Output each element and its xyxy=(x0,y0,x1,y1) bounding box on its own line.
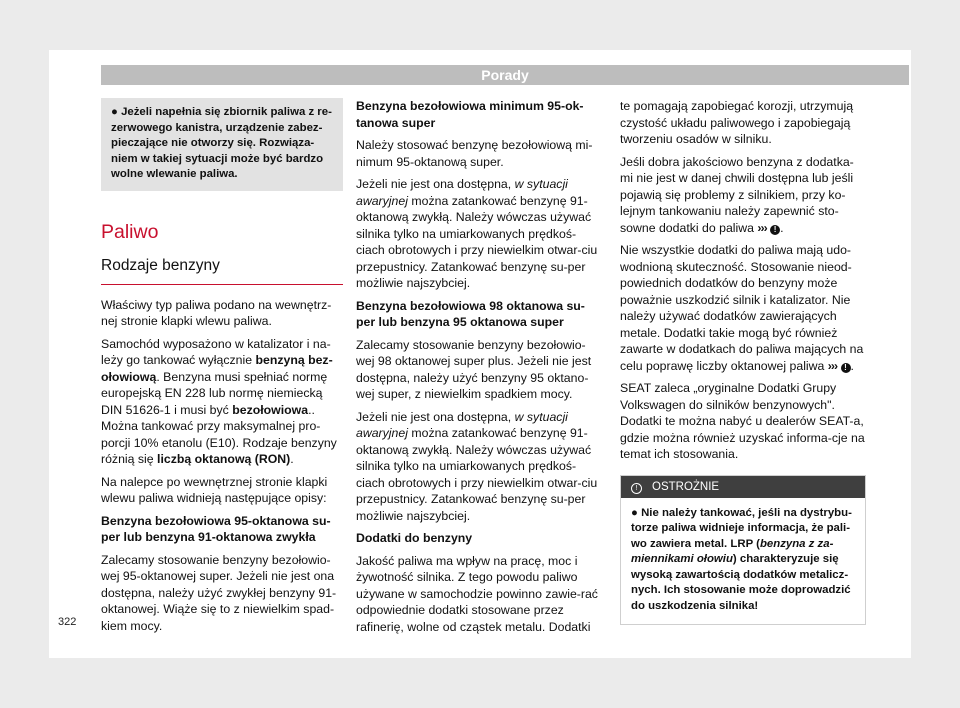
warning-icon: ! xyxy=(770,225,780,235)
paragraph: Należy stosować benzynę bezołowiową mi-nimum 95-oktanową super. xyxy=(356,138,593,169)
page-header: Porady xyxy=(101,65,909,85)
paragraph: Samochód wyposażono w katalizator i na-leży go tankować wyłącznie benzyną bez-ołowiową. Benzyna musi spełniać normę europejską EN 228 lub normę niemiecką DIN 51626-1 i musi być bezołowiowa.. Można tankować przy maksymalnej pro-porcji 10% etanolu (E10). Rodzaje benzyny różnią się liczbą oktanową (RON). xyxy=(101,336,337,466)
paragraph: Jeżeli nie jest ona dostępna, w sytuacji awaryjnej można zatankować benzynę 91-oktanową zwykłą. Należy wówczas używać silnika tylko na umiarkowanych prędkoś-ciach obrotowych i przy niewielkim otwar-ciu przepustnicy. Zatankować benzynę su-per możliwie najszybciej. xyxy=(356,409,598,523)
fuel-type-heading: Benzyna bezołowiowa minimum 95-ok-tanowa super xyxy=(356,99,584,130)
caution-header xyxy=(621,476,865,498)
note-box xyxy=(101,98,343,191)
paragraph: te pomagają zapobiegać korozji, utrzymują czystość układu paliwowego i zapobiegają tworzeniu osadów w silniku. xyxy=(620,99,854,146)
paragraph: Zalecamy stosowanie benzyny bezołowio-wej 95-oktanowej super. Jeżeli nie jest ona dostępna, należy użyć zwykłej benzyny 91-oktanowej. Wiąże się to z niewielkim spad-kiem mocy. xyxy=(101,552,337,633)
column-right xyxy=(620,98,866,625)
reference-arrow-icon[interactable]: ››› xyxy=(757,220,767,235)
caution-box xyxy=(620,475,866,626)
paragraph: Jeżeli nie jest ona dostępna, w sytuacji awaryjnej można zatankować benzynę 91-oktanową zwykłą. Należy wówczas używać silnika tylko na umiarkowanych prędkoś-ciach obrotowych i przy niewielkim otwar-ciu przepustnicy. Zatankować benzynę su-per możliwie najszybciej. xyxy=(356,177,598,290)
column-middle xyxy=(356,98,602,641)
section-title: Paliwo xyxy=(101,220,159,243)
fuel-type-heading: Benzyna bezołowiowa 95-oktanowa su-per lub benzyna 91-oktanowa zwykła xyxy=(101,513,331,544)
page-number: 322 xyxy=(58,616,77,628)
additives-heading: Dodatki do benzyny xyxy=(356,531,473,545)
paragraph: SEAT zaleca „oryginalne Dodatki Grupy Volkswagen do silników benzynowych". Dodatki te można nabyć u dealerów SEAT-a, gdzie można również uzyskać informa-cje na temat ich stosowania. xyxy=(620,381,865,461)
paragraph: Jakość paliwa ma wpływ na pracę, moc i żywotność silnika. Z tego powodu paliwo używane w samochodzie powinno zawie-rać odpowiednie dodatki stosowane przez rafinerię, wolne od cząstek metalu. Dodatki xyxy=(356,553,598,634)
caution-title: OSTROŻNIE xyxy=(652,480,720,493)
column-left xyxy=(101,98,343,640)
warning-icon: ! xyxy=(841,363,851,373)
caution-icon: ! xyxy=(631,483,642,494)
note-text: Jeżeli napełnia się zbiornik paliwa z re-zerwowego kanistra, urządzenie zabez-pieczające nie otworzy się. Rozwiąza-niem w takiej sytuacji może być bardzo wolne wlewanie paliwa. xyxy=(111,106,332,180)
caution-body: ● Nie należy tankować, jeśli na dystrybu-torze paliwa widnieje informacja, że pali-wo zawiera metal. LRP (benzyna z za-miennikami ołowiu) charakteryzuje się wysoką zawartością dodatków metalicz-nych. Ich stosowanie może doprowadzić do uszkodzenia silnika! xyxy=(631,506,852,612)
fuel-type-heading: Benzyna bezołowiowa 98 oktanowa su-per lub benzyna 95 oktanowa super xyxy=(356,298,585,329)
subsection-divider xyxy=(101,284,343,285)
paragraph: Jeśli dobra jakościowo benzyna z dodatka-mi nie jest w danej chwili dostępna lub jeśli pojawią się problemy z silnikiem, przy ko-lejnym tankowaniu należy zapewnić sto-sowne dodatki do paliwa ››› ! . xyxy=(620,154,854,235)
bullet-icon: ● xyxy=(631,506,638,519)
bullet-icon: ● xyxy=(111,106,118,118)
paragraph: Właściwy typ paliwa podano na wewnętrz-nej stronie klapki wlewu paliwa. xyxy=(101,297,332,328)
reference-arrow-icon[interactable]: ››› xyxy=(827,358,838,373)
paragraph: Zalecamy stosowanie benzyny bezołowio-wej 98 oktanowej super plus. Jeżeli nie jest dostępna, należy użyć benzyny 95 oktano-wej super, z niewielkim spadkiem mocy. xyxy=(356,337,592,401)
manual-page xyxy=(49,50,911,658)
subsection-title: Rodzaje benzyny xyxy=(101,256,220,274)
paragraph: Na nalepce po wewnętrznej stronie klapki wlewu paliwa widnieją następujące opisy: xyxy=(101,474,328,505)
paragraph: Nie wszystkie dodatki do paliwa mają udo-wodnioną skuteczność. Stosowanie nieod-powiednich dodatków do benzyny może poważnie uszkodzić silnik i katalizator. Nie należy używać dodatków zawierających metale. Dodatki takie mogą być również zawarte w dodatkach do paliwa mających na celu poprawę liczby oktanowej paliwa ››› ! . xyxy=(620,243,864,373)
